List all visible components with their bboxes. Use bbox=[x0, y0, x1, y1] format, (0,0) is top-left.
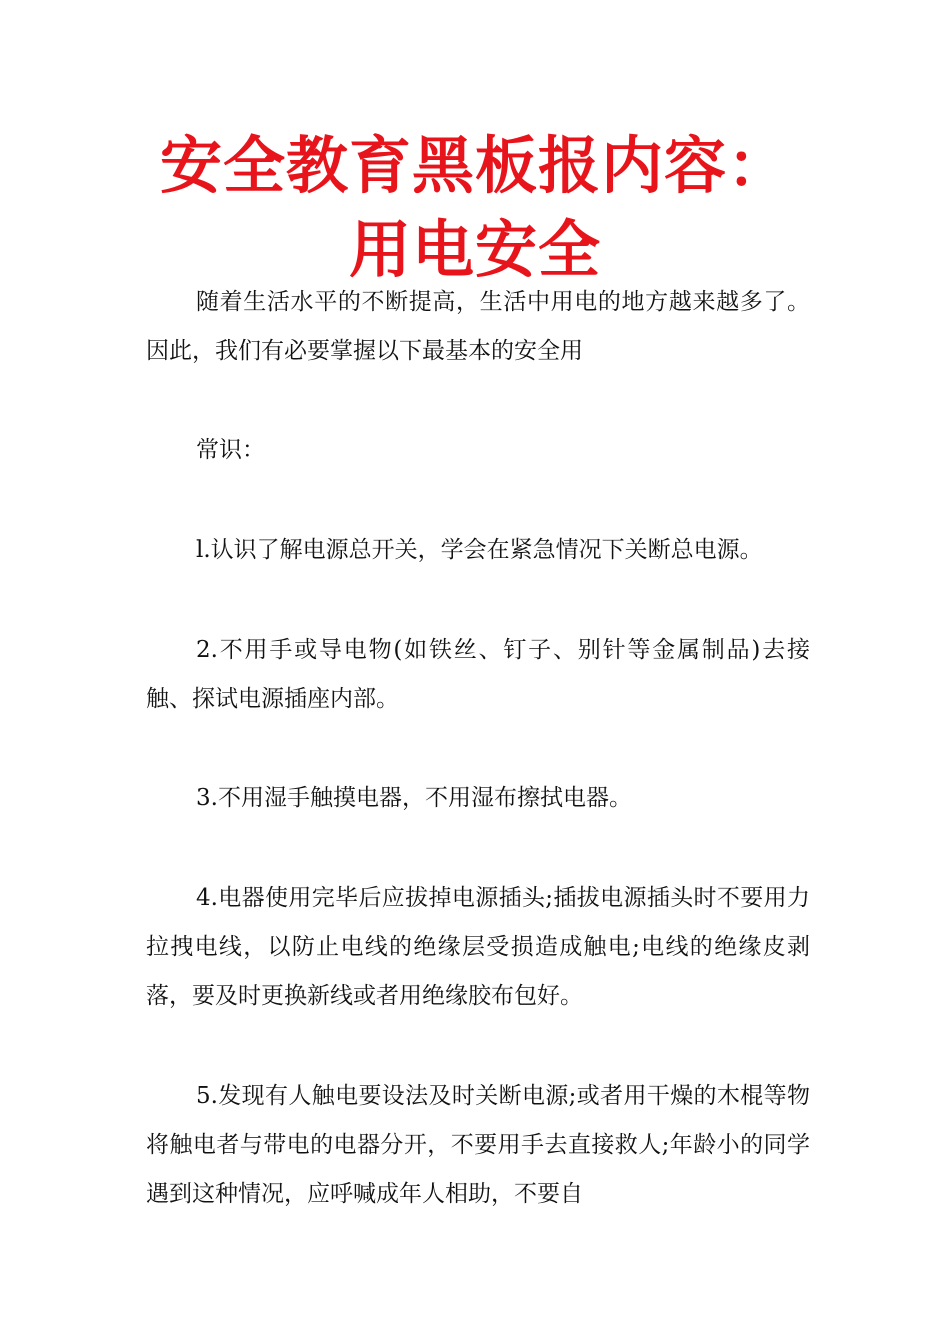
intro-paragraph: 随着生活水平的不断提高，生活中用电的地方越来越多了。因此，我们有必要掌握以下最基本的安全用 bbox=[146, 289, 810, 364]
tip-paragraph-1: l.认识了解电源总开关，学会在紧急情况下关断总电源。 bbox=[196, 537, 763, 563]
tip-paragraph-3: 3.不用湿手触摸电器，不用湿布擦拭电器。 bbox=[196, 785, 632, 811]
tip-paragraph-2: 2.不用手或导电物(如铁丝、钉子、别针等金属制品)去接触、探试电源插座内部。 bbox=[146, 637, 810, 712]
tip-paragraph-5: 5.发现有人触电要设法及时关断电源;或者用干燥的木棍等物将触电者与带电的电器分开，不要用手去直接救人;年龄小的同学遇到这种情况，应呼喊成年人相助，不要自 bbox=[146, 1083, 810, 1207]
common-sense-heading: 常识： bbox=[196, 437, 265, 463]
tip-paragraph-4: 4.电器使用完毕后应拔掉电源插头;插拔电源插头时不要用力拉拽电线，以防止电线的绝缘层受损造成触电;电线的绝缘皮剥落，要及时更换新线或者用绝缘胶布包好。 bbox=[146, 885, 810, 1009]
document-title: 安全教育黑板报内容：用电安全 bbox=[159, 129, 790, 286]
